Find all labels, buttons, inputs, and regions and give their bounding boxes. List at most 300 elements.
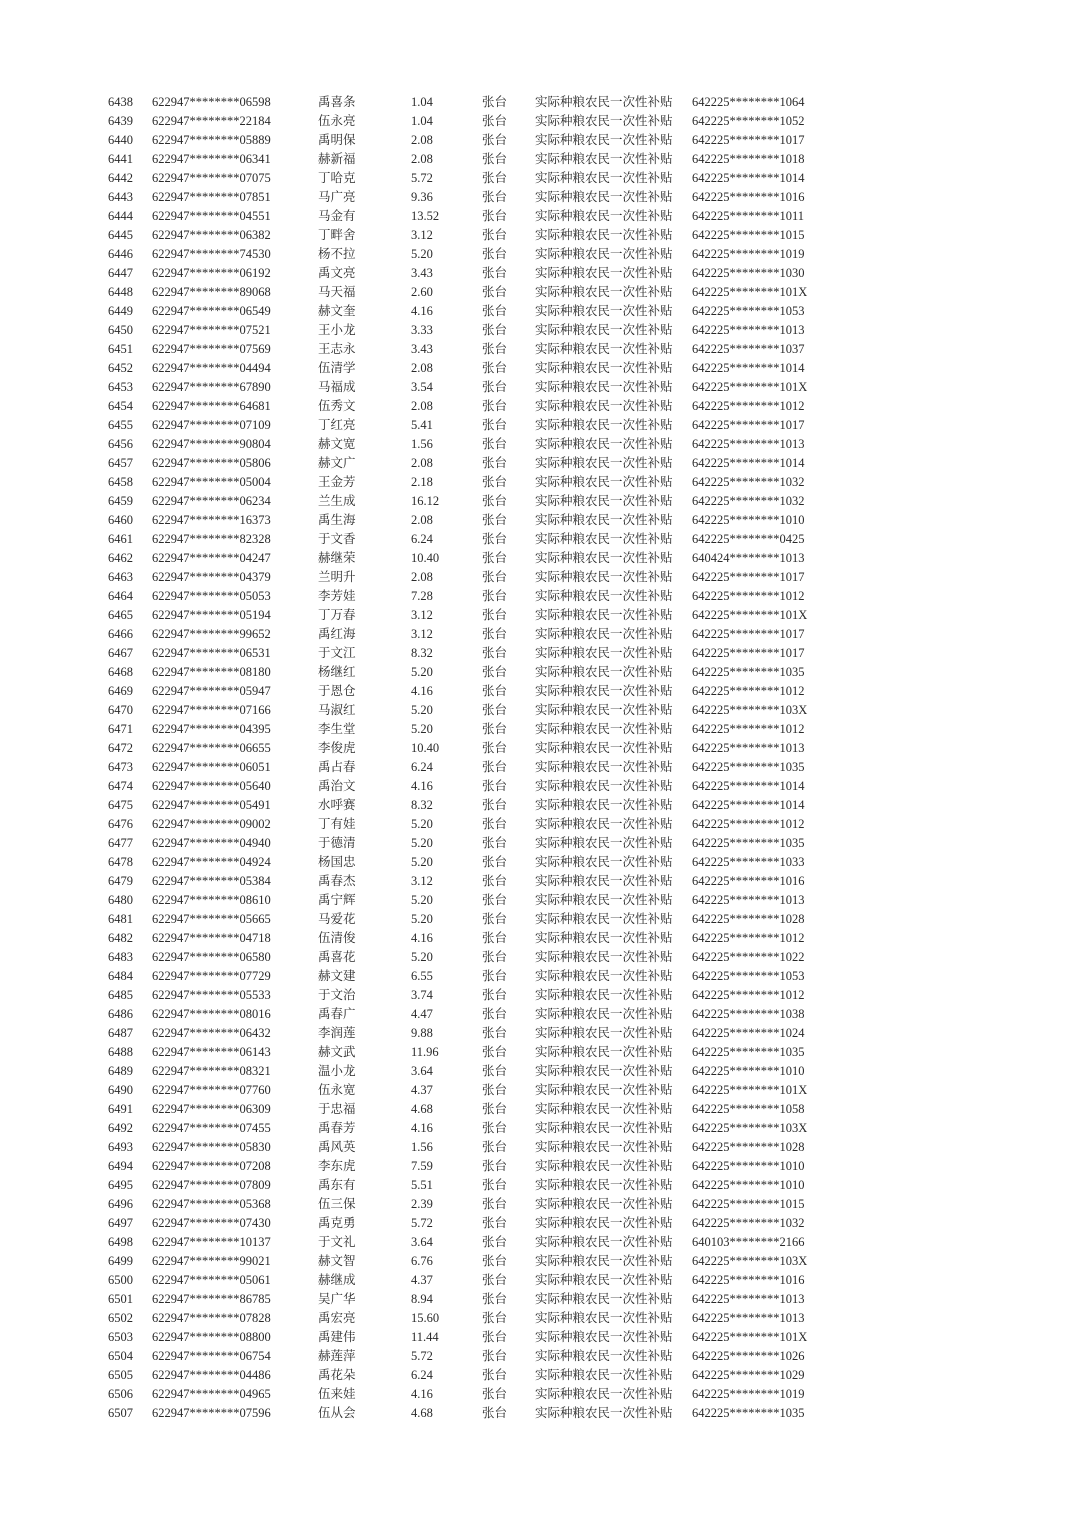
table-row	[0, 910, 1074, 929]
farmer-name: 赫文智	[318, 1254, 356, 1268]
row-number: 6482	[108, 931, 133, 945]
subsidy-type: 实际种粮农民一次性补贴	[535, 931, 673, 945]
id-number: 642225********103X	[692, 1254, 808, 1268]
id-number: 642225********1033	[692, 855, 805, 869]
id-number: 642225********1016	[692, 874, 805, 888]
farmer-name: 伍三保	[318, 1197, 356, 1211]
account-number: 622947********06192	[152, 266, 271, 280]
farmer-name: 伍永亮	[318, 114, 356, 128]
row-number: 6495	[108, 1178, 133, 1192]
id-number: 642225********1030	[692, 266, 805, 280]
subsidy-type: 实际种粮农民一次性补贴	[535, 703, 673, 717]
table-row	[0, 1024, 1074, 1043]
township: 张台	[482, 931, 508, 945]
subsidy-type: 实际种粮农民一次性补贴	[535, 874, 673, 888]
subsidy-type: 实际种粮农民一次性补贴	[535, 304, 673, 318]
account-number: 622947********07521	[152, 323, 271, 337]
township: 张台	[482, 1083, 508, 1097]
table-row	[0, 302, 1074, 321]
account-number: 622947********05665	[152, 912, 271, 926]
account-number: 622947********82328	[152, 532, 271, 546]
subsidy-type: 实际种粮农民一次性补贴	[535, 779, 673, 793]
account-number: 622947********06598	[152, 95, 271, 109]
account-number: 622947********07729	[152, 969, 271, 983]
township: 张台	[482, 684, 508, 698]
table-row	[0, 625, 1074, 644]
township: 张台	[482, 703, 508, 717]
subsidy-amount: 3.12	[411, 627, 433, 641]
table-row	[0, 663, 1074, 682]
subsidy-amount: 3.64	[411, 1235, 433, 1249]
subsidy-amount: 8.32	[411, 798, 433, 812]
township: 张台	[482, 969, 508, 983]
subsidy-type: 实际种粮农民一次性补贴	[535, 855, 673, 869]
township: 张台	[482, 399, 508, 413]
farmer-name: 李润莲	[318, 1026, 356, 1040]
farmer-name: 禹春广	[318, 1007, 356, 1021]
subsidy-amount: 5.72	[411, 1349, 433, 1363]
subsidy-type: 实际种粮农民一次性补贴	[535, 152, 673, 166]
row-number: 6454	[108, 399, 133, 413]
row-number: 6476	[108, 817, 133, 831]
row-number: 6460	[108, 513, 133, 527]
row-number: 6475	[108, 798, 133, 812]
township: 张台	[482, 1064, 508, 1078]
id-number: 642225********1019	[692, 1387, 805, 1401]
subsidy-table	[0, 93, 1074, 1423]
table-row	[0, 188, 1074, 207]
subsidy-amount: 4.37	[411, 1083, 433, 1097]
table-row	[0, 1081, 1074, 1100]
row-number: 6470	[108, 703, 133, 717]
farmer-name: 伍清学	[318, 361, 356, 375]
township: 张台	[482, 608, 508, 622]
subsidy-amount: 2.60	[411, 285, 433, 299]
township: 张台	[482, 1311, 508, 1325]
farmer-name: 禹宁辉	[318, 893, 356, 907]
account-number: 622947********64681	[152, 399, 271, 413]
account-number: 622947********09002	[152, 817, 271, 831]
farmer-name: 于恩仓	[318, 684, 356, 698]
subsidy-type: 实际种粮农民一次性补贴	[535, 665, 673, 679]
row-number: 6494	[108, 1159, 133, 1173]
account-number: 622947********06432	[152, 1026, 271, 1040]
table-row	[0, 644, 1074, 663]
account-number: 622947********08321	[152, 1064, 271, 1078]
row-number: 6455	[108, 418, 133, 432]
township: 张台	[482, 665, 508, 679]
farmer-name: 禹喜条	[318, 95, 356, 109]
account-number: 622947********07109	[152, 418, 271, 432]
row-number: 6446	[108, 247, 133, 261]
subsidy-amount: 4.16	[411, 779, 433, 793]
farmer-name: 于文治	[318, 988, 356, 1002]
subsidy-type: 实际种粮农民一次性补贴	[535, 494, 673, 508]
account-number: 622947********16373	[152, 513, 271, 527]
row-number: 6487	[108, 1026, 133, 1040]
account-number: 622947********05533	[152, 988, 271, 1002]
farmer-name: 于文香	[318, 532, 356, 546]
subsidy-type: 实际种粮农民一次性补贴	[535, 551, 673, 565]
subsidy-amount: 5.20	[411, 893, 433, 907]
row-number: 6444	[108, 209, 133, 223]
township: 张台	[482, 1406, 508, 1420]
account-number: 622947********99021	[152, 1254, 271, 1268]
farmer-name: 禹春芳	[318, 1121, 356, 1135]
subsidy-type: 实际种粮农民一次性补贴	[535, 817, 673, 831]
table-row	[0, 1252, 1074, 1271]
account-number: 622947********06549	[152, 304, 271, 318]
township: 张台	[482, 646, 508, 660]
id-number: 642225********1012	[692, 684, 805, 698]
township: 张台	[482, 1349, 508, 1363]
row-number: 6493	[108, 1140, 133, 1154]
farmer-name: 赫莲萍	[318, 1349, 356, 1363]
row-number: 6450	[108, 323, 133, 337]
id-number: 642225********1012	[692, 817, 805, 831]
table-row	[0, 1138, 1074, 1157]
subsidy-amount: 4.68	[411, 1102, 433, 1116]
row-number: 6484	[108, 969, 133, 983]
township: 张台	[482, 570, 508, 584]
township: 张台	[482, 475, 508, 489]
row-number: 6498	[108, 1235, 133, 1249]
table-row	[0, 758, 1074, 777]
id-number: 642225********1032	[692, 1216, 805, 1230]
account-number: 622947********06341	[152, 152, 271, 166]
row-number: 6485	[108, 988, 133, 1002]
table-row	[0, 530, 1074, 549]
row-number: 6491	[108, 1102, 133, 1116]
subsidy-type: 实际种粮农民一次性补贴	[535, 380, 673, 394]
subsidy-type: 实际种粮农民一次性补贴	[535, 1064, 673, 1078]
account-number: 622947********90804	[152, 437, 271, 451]
township: 张台	[482, 1330, 508, 1344]
row-number: 6456	[108, 437, 133, 451]
account-number: 622947********05061	[152, 1273, 271, 1287]
id-number: 642225********1035	[692, 1045, 805, 1059]
farmer-name: 伍永宽	[318, 1083, 356, 1097]
subsidy-type: 实际种粮农民一次性补贴	[535, 836, 673, 850]
id-number: 642225********101X	[692, 285, 808, 299]
id-number: 642225********1014	[692, 456, 805, 470]
subsidy-amount: 3.12	[411, 874, 433, 888]
subsidy-type: 实际种粮农民一次性补贴	[535, 190, 673, 204]
account-number: 622947********07596	[152, 1406, 271, 1420]
farmer-name: 温小龙	[318, 1064, 356, 1078]
id-number: 642225********101X	[692, 608, 808, 622]
township: 张台	[482, 361, 508, 375]
subsidy-type: 实际种粮农民一次性补贴	[535, 1292, 673, 1306]
row-number: 6464	[108, 589, 133, 603]
account-number: 622947********04247	[152, 551, 271, 565]
row-number: 6448	[108, 285, 133, 299]
township: 张台	[482, 855, 508, 869]
account-number: 622947********07455	[152, 1121, 271, 1135]
subsidy-amount: 6.24	[411, 532, 433, 546]
table-row	[0, 378, 1074, 397]
row-number: 6503	[108, 1330, 133, 1344]
subsidy-amount: 10.40	[411, 741, 440, 755]
farmer-name: 马广亮	[318, 190, 356, 204]
table-row	[0, 701, 1074, 720]
table-row	[0, 1309, 1074, 1328]
id-number: 642225********1035	[692, 836, 805, 850]
subsidy-type: 实际种粮农民一次性补贴	[535, 456, 673, 470]
subsidy-type: 实际种粮农民一次性补贴	[535, 1311, 673, 1325]
account-number: 622947********08610	[152, 893, 271, 907]
id-number: 642225********1035	[692, 665, 805, 679]
table-row	[0, 93, 1074, 112]
subsidy-amount: 6.76	[411, 1254, 433, 1268]
township: 张台	[482, 589, 508, 603]
account-number: 622947********05053	[152, 589, 271, 603]
id-number: 642225********1035	[692, 760, 805, 774]
account-number: 622947********07569	[152, 342, 271, 356]
row-number: 6506	[108, 1387, 133, 1401]
farmer-name: 丁哈克	[318, 171, 356, 185]
account-number: 622947********07851	[152, 190, 271, 204]
subsidy-type: 实际种粮农民一次性补贴	[535, 1349, 673, 1363]
farmer-name: 杨国忠	[318, 855, 356, 869]
subsidy-amount: 5.72	[411, 1216, 433, 1230]
township: 张台	[482, 152, 508, 166]
table-row	[0, 226, 1074, 245]
subsidy-amount: 8.94	[411, 1292, 433, 1306]
township: 张台	[482, 1273, 508, 1287]
subsidy-amount: 2.08	[411, 513, 433, 527]
township: 张台	[482, 209, 508, 223]
row-number: 6481	[108, 912, 133, 926]
farmer-name: 赫继荣	[318, 551, 356, 565]
account-number: 622947********74530	[152, 247, 271, 261]
subsidy-type: 实际种粮农民一次性补贴	[535, 513, 673, 527]
subsidy-amount: 1.04	[411, 114, 433, 128]
subsidy-type: 实际种粮农民一次性补贴	[535, 475, 673, 489]
subsidy-type: 实际种粮农民一次性补贴	[535, 1330, 673, 1344]
id-number: 642225********1028	[692, 912, 805, 926]
farmer-name: 伍从会	[318, 1406, 356, 1420]
farmer-name: 伍秀文	[318, 399, 356, 413]
id-number: 642225********1064	[692, 95, 805, 109]
subsidy-type: 实际种粮农民一次性补贴	[535, 741, 673, 755]
subsidy-amount: 4.16	[411, 1121, 433, 1135]
account-number: 622947********05640	[152, 779, 271, 793]
account-number: 622947********89068	[152, 285, 271, 299]
id-number: 642225********1026	[692, 1349, 805, 1363]
table-row	[0, 264, 1074, 283]
id-number: 642225********1013	[692, 437, 805, 451]
row-number: 6499	[108, 1254, 133, 1268]
account-number: 622947********67890	[152, 380, 271, 394]
township: 张台	[482, 532, 508, 546]
row-number: 6497	[108, 1216, 133, 1230]
farmer-name: 李芳娃	[318, 589, 356, 603]
table-row	[0, 169, 1074, 188]
table-row	[0, 815, 1074, 834]
township: 张台	[482, 285, 508, 299]
id-number: 642225********1013	[692, 1292, 805, 1306]
row-number: 6477	[108, 836, 133, 850]
account-number: 622947********06655	[152, 741, 271, 755]
subsidy-type: 实际种粮农民一次性补贴	[535, 1368, 673, 1382]
table-row	[0, 1328, 1074, 1347]
id-number: 642225********1012	[692, 589, 805, 603]
farmer-name: 禹治文	[318, 779, 356, 793]
id-number: 642225********1019	[692, 247, 805, 261]
id-number: 642225********101X	[692, 1330, 808, 1344]
row-number: 6459	[108, 494, 133, 508]
township: 张台	[482, 1159, 508, 1173]
subsidy-amount: 5.20	[411, 703, 433, 717]
row-number: 6479	[108, 874, 133, 888]
township: 张台	[482, 437, 508, 451]
row-number: 6490	[108, 1083, 133, 1097]
subsidy-amount: 2.08	[411, 456, 433, 470]
account-number: 622947********05194	[152, 608, 271, 622]
subsidy-amount: 9.88	[411, 1026, 433, 1040]
subsidy-type: 实际种粮农民一次性补贴	[535, 323, 673, 337]
farmer-name: 禹文亮	[318, 266, 356, 280]
account-number: 622947********04494	[152, 361, 271, 375]
subsidy-type: 实际种粮农民一次性补贴	[535, 1121, 673, 1135]
table-row	[0, 682, 1074, 701]
table-row	[0, 1100, 1074, 1119]
subsidy-amount: 2.08	[411, 133, 433, 147]
farmer-name: 禹占春	[318, 760, 356, 774]
township: 张台	[482, 228, 508, 242]
table-row	[0, 150, 1074, 169]
id-number: 642225********101X	[692, 1083, 808, 1097]
subsidy-type: 实际种粮农民一次性补贴	[535, 1216, 673, 1230]
subsidy-amount: 5.20	[411, 817, 433, 831]
subsidy-amount: 2.08	[411, 399, 433, 413]
subsidy-amount: 1.56	[411, 437, 433, 451]
account-number: 622947********07208	[152, 1159, 271, 1173]
row-number: 6472	[108, 741, 133, 755]
subsidy-type: 实际种粮农民一次性补贴	[535, 627, 673, 641]
subsidy-amount: 4.37	[411, 1273, 433, 1287]
row-number: 6471	[108, 722, 133, 736]
account-number: 622947********06234	[152, 494, 271, 508]
subsidy-type: 实际种粮农民一次性补贴	[535, 684, 673, 698]
subsidy-amount: 5.20	[411, 855, 433, 869]
subsidy-amount: 13.52	[411, 209, 440, 223]
subsidy-type: 实际种粮农民一次性补贴	[535, 209, 673, 223]
table-row	[0, 986, 1074, 1005]
farmer-name: 禹建伟	[318, 1330, 356, 1344]
subsidy-amount: 5.20	[411, 247, 433, 261]
row-number: 6496	[108, 1197, 133, 1211]
subsidy-type: 实际种粮农民一次性补贴	[535, 532, 673, 546]
table-row	[0, 777, 1074, 796]
id-number: 642225********101X	[692, 380, 808, 394]
account-number: 622947********07760	[152, 1083, 271, 1097]
subsidy-type: 实际种粮农民一次性补贴	[535, 247, 673, 261]
table-row	[0, 1195, 1074, 1214]
farmer-name: 兰明升	[318, 570, 356, 584]
township: 张台	[482, 114, 508, 128]
subsidy-type: 实际种粮农民一次性补贴	[535, 1406, 673, 1420]
id-number: 642225********1012	[692, 722, 805, 736]
table-row	[0, 397, 1074, 416]
township: 张台	[482, 304, 508, 318]
subsidy-amount: 6.55	[411, 969, 433, 983]
account-number: 622947********86785	[152, 1292, 271, 1306]
farmer-name: 王金芳	[318, 475, 356, 489]
table-row	[0, 1271, 1074, 1290]
township: 张台	[482, 342, 508, 356]
row-number: 6502	[108, 1311, 133, 1325]
id-number: 642225********1013	[692, 323, 805, 337]
subsidy-type: 实际种粮农民一次性补贴	[535, 418, 673, 432]
township: 张台	[482, 1292, 508, 1306]
account-number: 622947********06580	[152, 950, 271, 964]
id-number: 642225********1015	[692, 228, 805, 242]
account-number: 622947********07809	[152, 1178, 271, 1192]
farmer-name: 水呼赛	[318, 798, 356, 812]
subsidy-amount: 5.20	[411, 722, 433, 736]
subsidy-amount: 2.39	[411, 1197, 433, 1211]
subsidy-amount: 5.20	[411, 836, 433, 850]
subsidy-amount: 5.20	[411, 912, 433, 926]
table-row	[0, 207, 1074, 226]
id-number: 642225********1013	[692, 893, 805, 907]
township: 张台	[482, 817, 508, 831]
account-number: 622947********99652	[152, 627, 271, 641]
account-number: 622947********05830	[152, 1140, 271, 1154]
id-number: 642225********1017	[692, 627, 805, 641]
account-number: 622947********04924	[152, 855, 271, 869]
account-number: 622947********04718	[152, 931, 271, 945]
subsidy-amount: 6.24	[411, 1368, 433, 1382]
table-row	[0, 1233, 1074, 1252]
account-number: 622947********05889	[152, 133, 271, 147]
id-number: 642225********1013	[692, 1311, 805, 1325]
table-row	[0, 834, 1074, 853]
subsidy-type: 实际种粮农民一次性补贴	[535, 1197, 673, 1211]
row-number: 6488	[108, 1045, 133, 1059]
row-number: 6483	[108, 950, 133, 964]
account-number: 622947********05947	[152, 684, 271, 698]
table-row	[0, 891, 1074, 910]
table-row	[0, 1347, 1074, 1366]
subsidy-type: 实际种粮农民一次性补贴	[535, 722, 673, 736]
id-number: 642225********1014	[692, 171, 805, 185]
table-row	[0, 454, 1074, 473]
account-number: 622947********06754	[152, 1349, 271, 1363]
subsidy-amount: 1.56	[411, 1140, 433, 1154]
subsidy-amount: 5.72	[411, 171, 433, 185]
table-row	[0, 796, 1074, 815]
farmer-name: 禹生海	[318, 513, 356, 527]
farmer-name: 赫继成	[318, 1273, 356, 1287]
township: 张台	[482, 893, 508, 907]
farmer-name: 马天福	[318, 285, 356, 299]
row-number: 6453	[108, 380, 133, 394]
id-number: 642225********1022	[692, 950, 805, 964]
subsidy-amount: 4.16	[411, 1387, 433, 1401]
farmer-name: 李东虎	[318, 1159, 356, 1173]
table-row	[0, 492, 1074, 511]
row-number: 6465	[108, 608, 133, 622]
account-number: 622947********06382	[152, 228, 271, 242]
row-number: 6474	[108, 779, 133, 793]
subsidy-type: 实际种粮农民一次性补贴	[535, 912, 673, 926]
subsidy-amount: 9.36	[411, 190, 433, 204]
farmer-name: 丁畔舍	[318, 228, 356, 242]
table-row	[0, 853, 1074, 872]
